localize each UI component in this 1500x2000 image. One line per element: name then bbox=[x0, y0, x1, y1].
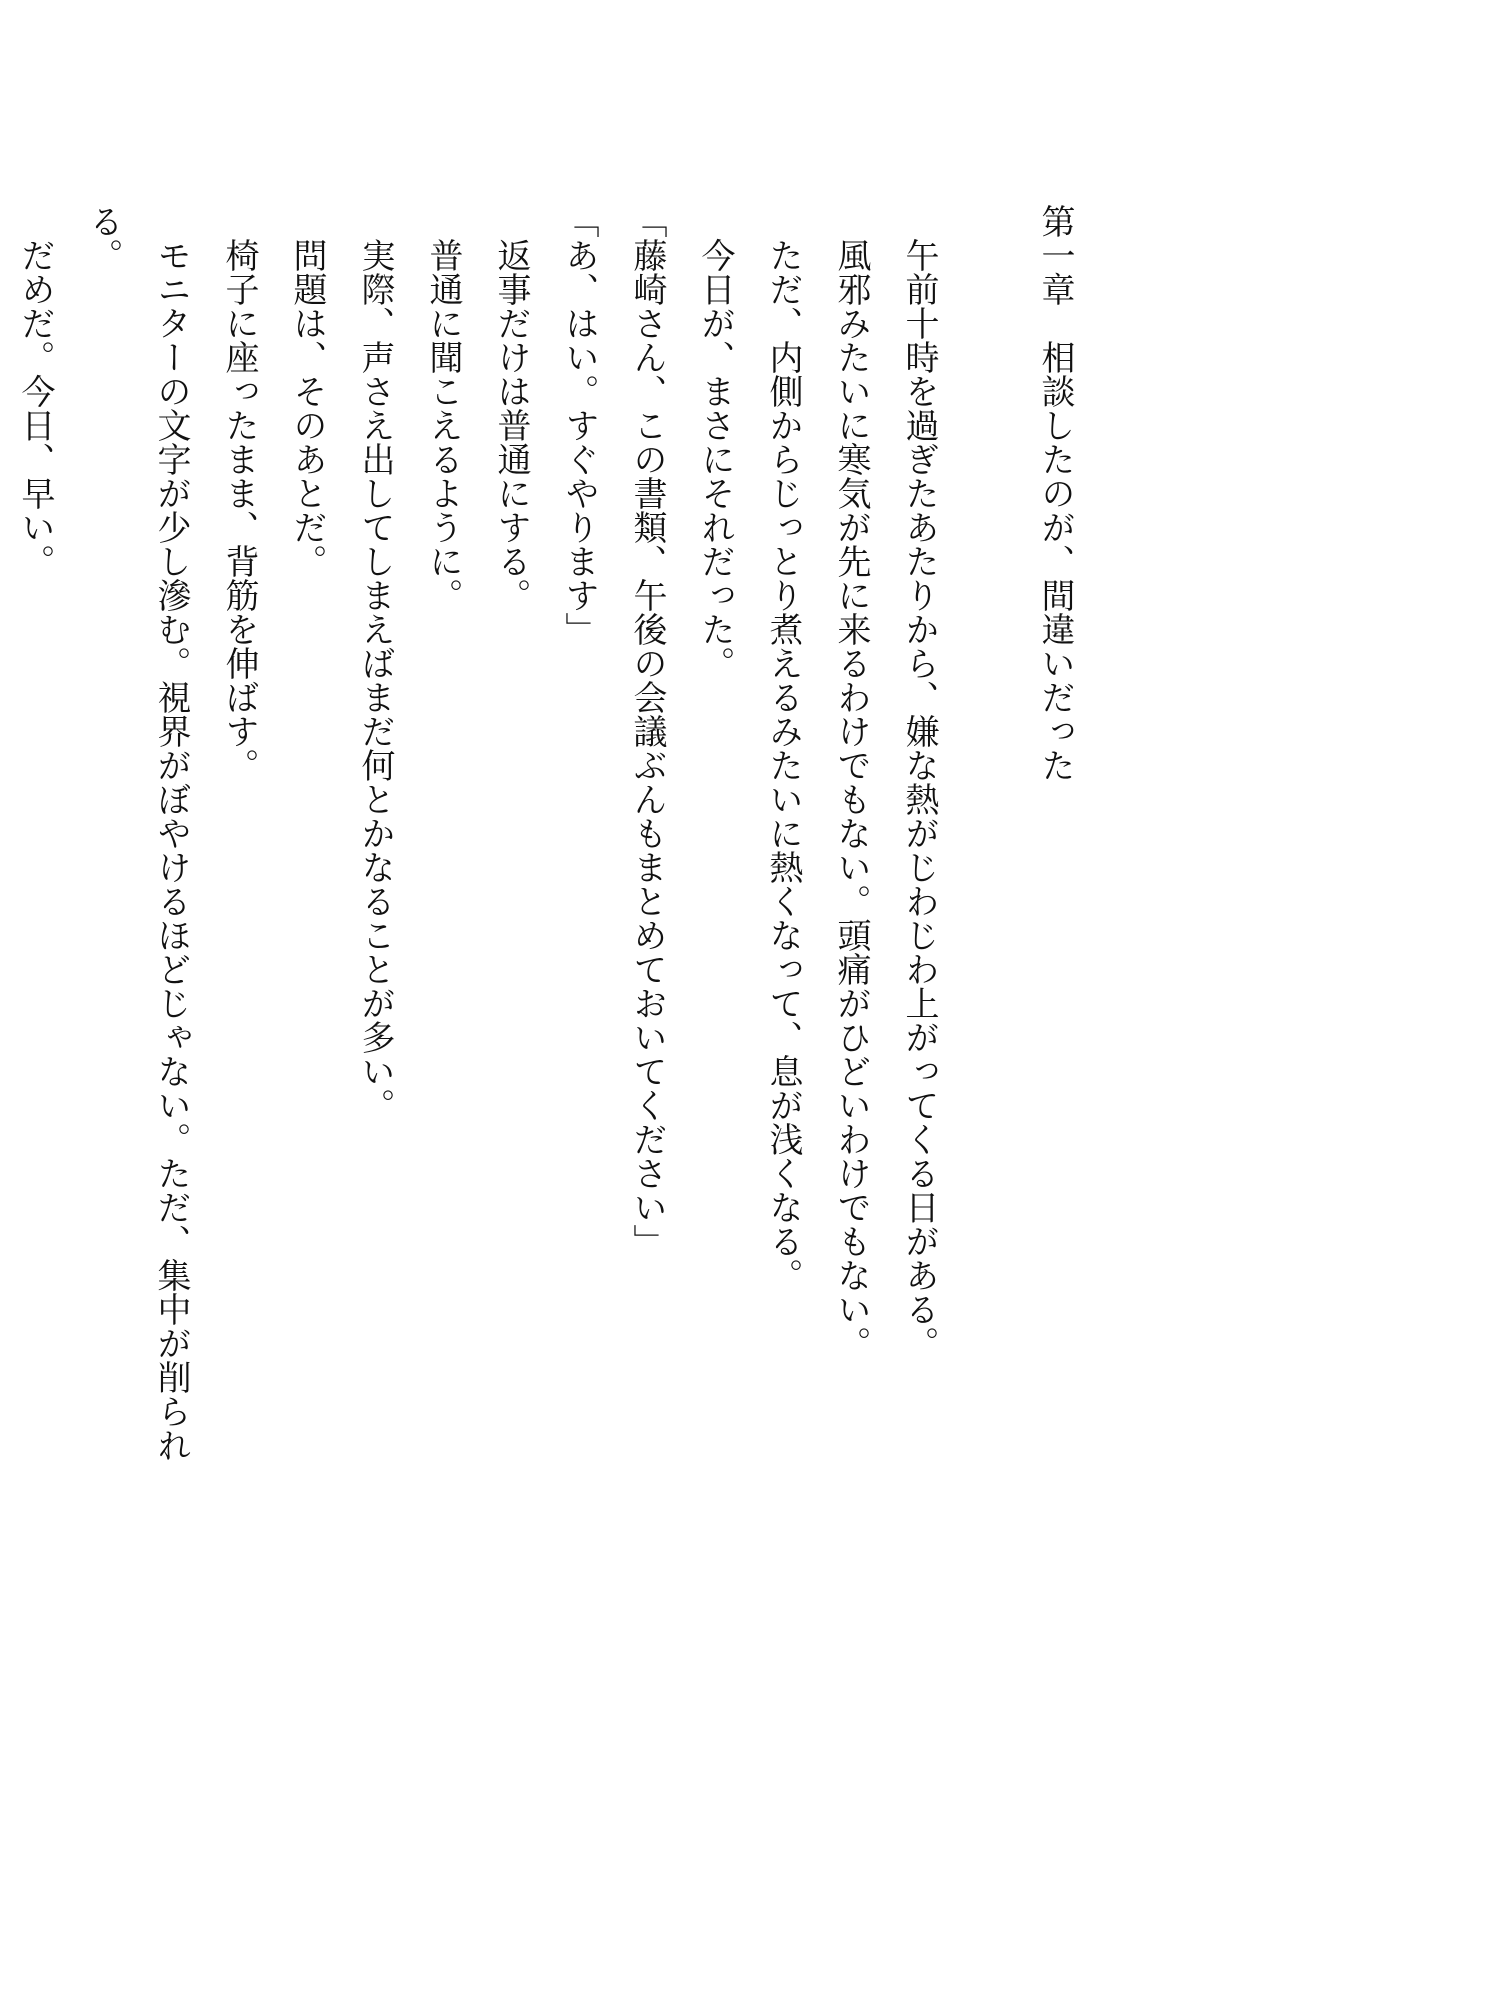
paragraph: 普通に聞こえるように。 bbox=[424, 238, 461, 612]
dialogue-paragraph: 「あ、はい。すぐやります」 bbox=[560, 204, 597, 646]
paragraph: 返事だけは普通にする。 bbox=[492, 238, 529, 612]
paragraph: だめだ。今日、早い。 bbox=[16, 238, 53, 578]
paragraph: 実際、声さえ出してしまえばまだ何とかなることが多い。 bbox=[356, 238, 393, 1122]
paragraph: ただ、内側からじっとり煮えるみたいに熱くなって、息が浅くなる。 bbox=[764, 238, 801, 1292]
paragraph: 風邪みたいに寒気が先に来るわけでもない。頭痛がひどいわけでもない。 bbox=[832, 238, 869, 1360]
vertical-text-block bbox=[0, 204, 1088, 1524]
paragraph: 問題は、そのあとだ。 bbox=[288, 238, 325, 578]
paragraph: 椅子に座ったまま、背筋を伸ばす。 bbox=[220, 238, 257, 782]
dialogue-paragraph: 「藤崎さん、この書類、午後の会議ぶんもまとめておいてください」 bbox=[628, 204, 665, 1258]
paragraph: 今日が、まさにそれだった。 bbox=[696, 238, 733, 680]
chapter-title: 第一章 相談したのが、間違いだった bbox=[1036, 204, 1073, 782]
paragraph: モニターの文字が少し滲む。視界がぼやけるほどじゃない。ただ、集中が削られる。 bbox=[84, 204, 189, 1462]
paragraph: 午前十時を過ぎたあたりから、嫌な熱がじわじわ上がってくる日がある。 bbox=[900, 238, 937, 1360]
